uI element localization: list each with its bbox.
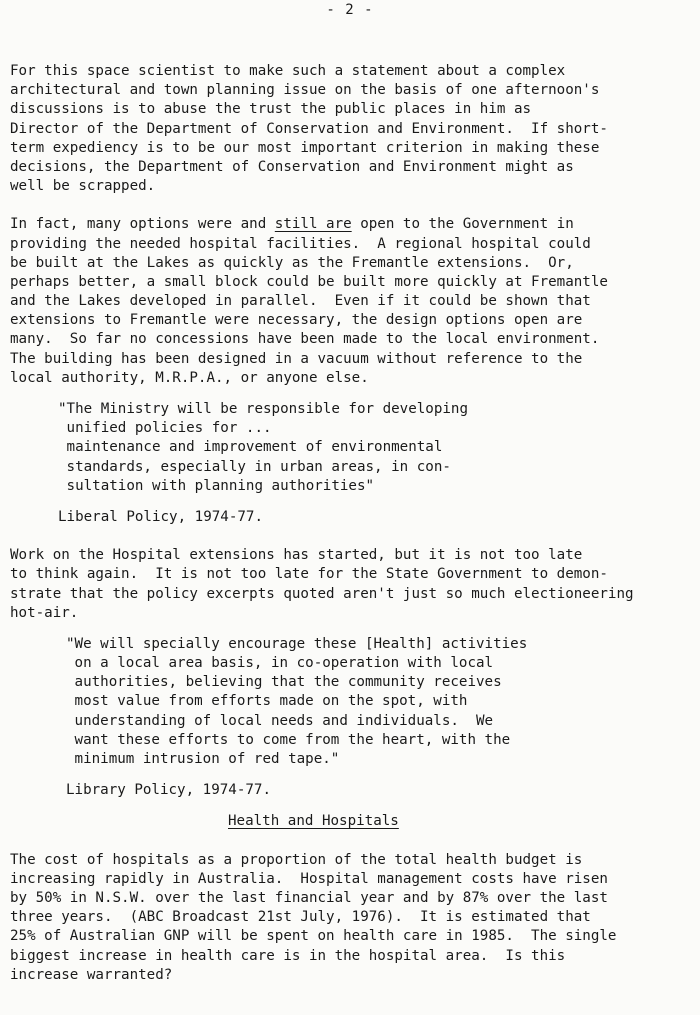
quote-line: "The Ministry will be responsible for developing bbox=[58, 401, 468, 417]
document-body bbox=[10, 62, 700, 985]
paragraph-line: to think again. It is not too late for the State Government to demon- bbox=[10, 566, 608, 583]
quote-line: standards, especially in urban areas, in con- bbox=[58, 458, 451, 475]
paragraph-line: three years. (ABC Broadcast 21st July, 1976). It is estimated that bbox=[10, 909, 591, 926]
paragraph-line: 25% of Australian GNP will be spent on health care in 1985. The single bbox=[10, 928, 617, 945]
paragraph-line: be built at the Lakes as quickly as the Fremantle extensions. Or, bbox=[10, 254, 574, 271]
quote-library-policy bbox=[10, 635, 700, 801]
paragraph-line: hot-air. bbox=[10, 604, 79, 621]
quote-line: "We will specially encourage these [Health] activities bbox=[66, 635, 528, 652]
paragraph-line: The cost of hospitals as a proportion of the total health budget is bbox=[10, 851, 583, 868]
quote-line: unified policies for ... bbox=[58, 420, 272, 437]
paragraph-line bbox=[10, 215, 700, 234]
quote-line: maintenance and improvement of environmental bbox=[58, 439, 443, 456]
paragraph-hospital-costs bbox=[10, 851, 700, 985]
page-number: - 2 - bbox=[326, 2, 374, 18]
quote-line: minimum intrusion of red tape." bbox=[66, 751, 340, 767]
paragraph-line: providing the needed hospital facilities. A regional hospital could bbox=[10, 235, 591, 252]
paragraph-director-criticism bbox=[10, 62, 700, 196]
quote-line: sultation with planning authorities" bbox=[58, 477, 375, 494]
paragraph-line: local authority, M.R.P.A., or anyone else. bbox=[10, 369, 369, 386]
paragraph-line: strate that the policy excerpts quoted aren't just so much electioneering bbox=[10, 585, 634, 602]
paragraph-line: Work on the Hospital extensions has started, but it is not too late bbox=[10, 547, 583, 564]
paragraph-line: biggest increase in health care is in the hospital area. Is this bbox=[10, 947, 566, 964]
paragraph-line: perhaps better, a small block could be built more quickly at Fremantle bbox=[10, 273, 608, 290]
paragraph-line: and the Lakes developed in parallel. Even if it could be shown that bbox=[10, 293, 591, 310]
quote-line: want these efforts to come from the heart, with the bbox=[66, 731, 511, 748]
text-fragment: open to the Government in bbox=[351, 216, 574, 233]
paragraph-options bbox=[10, 215, 700, 388]
quote-line: understanding of local needs and individuals. We bbox=[66, 712, 494, 729]
paragraph-line: term expediency is to be our most important criterion in making these bbox=[10, 139, 600, 156]
paragraph-line: decisions, the Department of Conservation and Environment might as bbox=[10, 158, 574, 175]
paragraph-line: discussions is to abuse the trust the public places in him as bbox=[10, 101, 532, 118]
paragraph-line: well be scrapped. bbox=[10, 178, 156, 195]
paragraph-line: Director of the Department of Conservation and Environment. If short- bbox=[10, 120, 608, 137]
section-heading-text: Health and Hospitals bbox=[228, 813, 399, 830]
text-fragment: In fact, many options were and bbox=[10, 216, 275, 233]
quote-source: Liberal Policy, 1974-77. bbox=[58, 508, 263, 525]
paragraph-line: by 50% in N.S.W. over the last financial year and by 87% over the last bbox=[10, 889, 608, 906]
quote-line: authorities, believing that the community receives bbox=[66, 674, 502, 691]
paragraph-line: The building has been designed in a vacuum without reference to the bbox=[10, 350, 583, 367]
paragraph-line: increase warranted? bbox=[10, 966, 173, 983]
quote-liberal-policy bbox=[10, 400, 700, 527]
paragraph-line: extensions to Fremantle were necessary, the design options open are bbox=[10, 312, 583, 329]
paragraph-line: increasing rapidly in Australia. Hospital management costs have risen bbox=[10, 870, 608, 887]
paragraph-think-again bbox=[10, 546, 700, 623]
section-heading bbox=[10, 812, 700, 831]
paragraph-line: For this space scientist to make such a statement about a complex bbox=[10, 63, 566, 79]
underlined-emphasis: still are bbox=[274, 216, 352, 233]
paragraph-line: architectural and town planning issue on the basis of one afternoon's bbox=[10, 82, 600, 99]
quote-source: Library Policy, 1974-77. bbox=[66, 782, 271, 799]
paragraph-line: many. So far no concessions have been made to the local environment. bbox=[10, 331, 600, 348]
quote-line: most value from efforts made on the spot, with bbox=[66, 693, 468, 710]
quote-line: on a local area basis, in co-operation with local bbox=[66, 655, 494, 672]
